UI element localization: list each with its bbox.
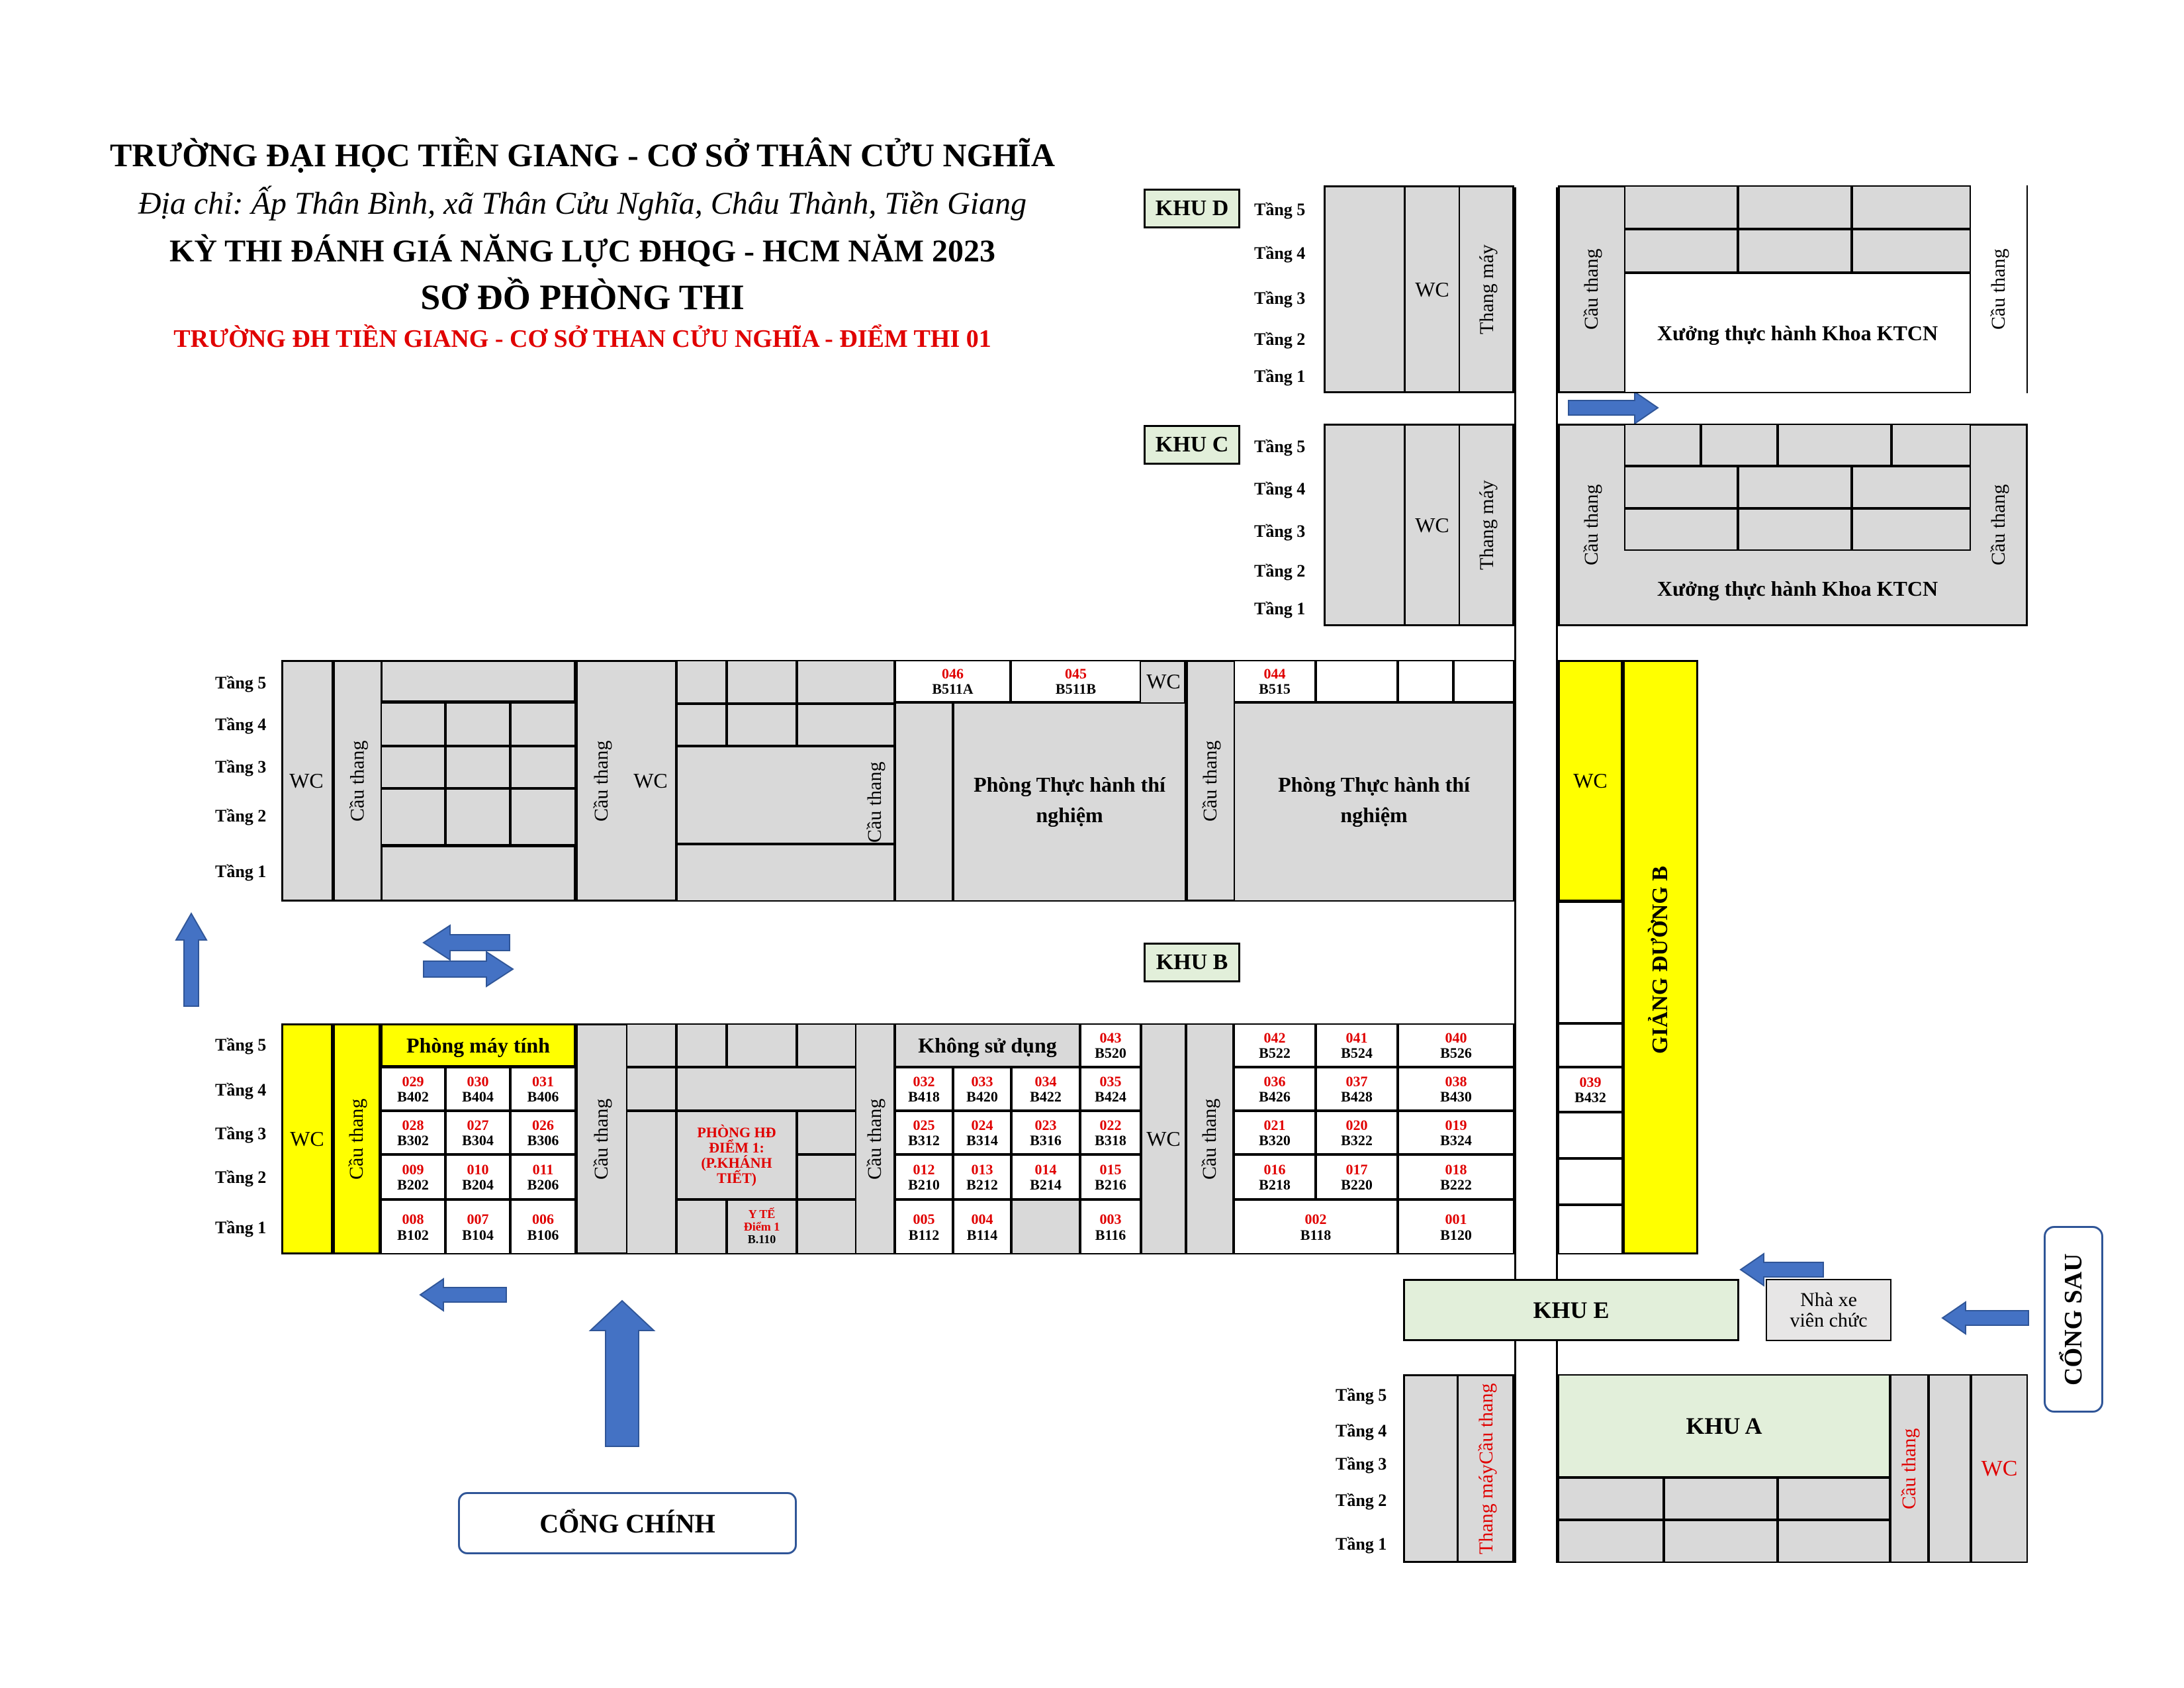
medical-room: Y TẾ Điểm 1 B.110 xyxy=(727,1199,797,1254)
floor-label: Tầng 3 xyxy=(1254,289,1306,308)
floor-label: Tầng 1 xyxy=(215,862,267,881)
floor-label: Tầng 2 xyxy=(1254,330,1306,349)
exam-room: 004 B114 xyxy=(953,1199,1011,1254)
upper-b-room xyxy=(381,702,445,746)
exam-room: 015 B216 xyxy=(1080,1154,1141,1199)
exam-room: 002 B118 xyxy=(1234,1199,1398,1254)
d-room xyxy=(1738,229,1852,273)
exam-room: 014 B214 xyxy=(1011,1154,1080,1199)
c-room xyxy=(1778,424,1891,466)
d-stairs-left: Cầu thang xyxy=(1558,185,1624,393)
exam-room: 010 B204 xyxy=(445,1154,510,1199)
c-room xyxy=(1852,466,1971,508)
d-wc: WC xyxy=(1406,185,1460,393)
exam-room: 033 B420 xyxy=(953,1067,1011,1111)
upper-b-stairs2: Cầu thang xyxy=(576,660,626,902)
arrow-left-icon xyxy=(424,925,510,960)
d-elevator: Thang máy xyxy=(1476,244,1498,334)
exam-room: 039 B432 xyxy=(1558,1067,1623,1112)
arrow-right-icon xyxy=(1569,392,1658,424)
c-room xyxy=(1738,466,1852,508)
d-workshop: Xưởng thực hành Khoa KTCN xyxy=(1624,273,1971,393)
exam-room: 009 B202 xyxy=(381,1154,445,1199)
exam-council-room: PHÒNG HĐ ĐIỂM 1: (P.KHÁNH TIẾT) xyxy=(676,1111,797,1199)
exam-room: 041 B524 xyxy=(1316,1023,1398,1067)
exam-title: KỲ THI ĐÁNH GIÁ NĂNG LỰC ĐHQG - HCM NĂM 2023 xyxy=(169,234,995,269)
exam-room: 045 B511B xyxy=(1011,660,1141,702)
lower-b-room xyxy=(626,1023,676,1067)
exam-room: 044 B515 xyxy=(1234,660,1316,702)
lab-room-1-label-a: Phòng Thực hành thí xyxy=(974,772,1165,796)
exam-room: 028 B302 xyxy=(381,1111,445,1154)
right-b-cell xyxy=(1558,1205,1623,1254)
main-gate-arrow-icon xyxy=(590,1301,654,1446)
floor-label: Tầng 5 xyxy=(215,673,267,692)
upper-b-stairs3: Cầu thang xyxy=(864,761,886,843)
floor-label: Tầng 5 xyxy=(1336,1385,1387,1405)
upper-b-room xyxy=(510,788,576,845)
lower-b-stairs3: Cầu thang xyxy=(864,1098,886,1180)
exam-room: 017 B220 xyxy=(1316,1154,1398,1199)
floor-label: Tầng 5 xyxy=(215,1035,267,1055)
upper-b-room xyxy=(381,788,445,845)
exam-site-subtitle: TRƯỜNG ĐH TIỀN GIANG - CƠ SỞ THAN CỬU NGHĨA - ĐIỂM THI 01 xyxy=(173,325,991,353)
c-room xyxy=(1738,508,1852,551)
upper-b-wc2: WC xyxy=(626,660,676,902)
exam-room: 011 B206 xyxy=(510,1154,576,1199)
upper-b-room xyxy=(381,660,576,702)
floor-label: Tầng 5 xyxy=(1254,200,1306,219)
arrow-left-icon xyxy=(420,1279,506,1311)
lower-b-room xyxy=(676,1023,727,1067)
khu-a-room xyxy=(1778,1520,1890,1563)
floor-label: Tầng 4 xyxy=(215,1080,267,1100)
exam-room: 024 B314 xyxy=(953,1111,1011,1154)
floor-label: Tầng 4 xyxy=(1254,479,1306,498)
upper-b-room xyxy=(727,704,797,746)
zone-label-d: KHU D xyxy=(1144,189,1240,228)
lower-b-wc1: WC xyxy=(281,1023,333,1254)
exam-room: 018 B222 xyxy=(1398,1154,1514,1199)
zone-label-e: KHU E xyxy=(1403,1279,1739,1341)
khu-a-block xyxy=(1929,1374,1971,1563)
d-room xyxy=(1852,229,1971,273)
exam-room: 032 B418 xyxy=(895,1067,953,1111)
exam-room: 005 B112 xyxy=(895,1199,953,1254)
exam-room: 003 B116 xyxy=(1080,1199,1141,1254)
exam-room: 026 B306 xyxy=(510,1111,576,1154)
floor-label: Tầng 5 xyxy=(1254,437,1306,456)
exam-room: 019 B324 xyxy=(1398,1111,1514,1154)
khu-a-stairs: Cầu thang xyxy=(1898,1428,1920,1509)
c-elevator: Thang máy xyxy=(1476,480,1498,570)
exam-room: 012 B210 xyxy=(895,1154,953,1199)
central-corridor xyxy=(1514,187,1558,1563)
khu-a-elevator-stairs: Thang máy Cầu thang xyxy=(1475,1383,1497,1554)
exam-room: 042 B522 xyxy=(1234,1023,1316,1067)
exam-room: 008 B102 xyxy=(381,1199,445,1254)
floor-label: Tầng 1 xyxy=(1254,599,1306,618)
upper-b-room xyxy=(510,746,576,788)
arrow-up-icon xyxy=(176,914,206,1006)
exam-room: 023 B316 xyxy=(1011,1111,1080,1154)
zone-label-c: KHU C xyxy=(1144,425,1240,465)
exam-room: 037 B428 xyxy=(1316,1067,1398,1111)
exam-room: 027 B304 xyxy=(445,1111,510,1154)
right-b-cell xyxy=(1558,1112,1623,1158)
exam-room: 030 B404 xyxy=(445,1067,510,1111)
d-room xyxy=(1738,185,1852,229)
exam-room: 035 B424 xyxy=(1080,1067,1141,1111)
exam-room: 038 B430 xyxy=(1398,1067,1514,1111)
floor-label: Tầng 2 xyxy=(1336,1491,1387,1510)
right-b-wc: WC xyxy=(1558,660,1623,902)
d-stairs-right: Cầu thang xyxy=(1971,185,2028,393)
c-room xyxy=(1852,508,1971,551)
zone-label-a: KHU A xyxy=(1558,1374,1890,1477)
empty-room xyxy=(1316,660,1398,702)
empty-room xyxy=(1453,660,1514,702)
arrow-left-icon xyxy=(1942,1302,2028,1334)
lab-room-2-label-b: nghiệm xyxy=(1340,802,1408,827)
lecture-hall-b-label: GIẢNG ĐƯỜNG B xyxy=(1648,866,1672,1054)
school-title: TRƯỜNG ĐẠI HỌC TIỀN GIANG - CƠ SỞ THÂN CỬU NGHĨA xyxy=(110,136,1055,173)
upper-b-room xyxy=(727,660,797,704)
floor-label: Tầng 3 xyxy=(1336,1454,1387,1474)
c-room xyxy=(1624,424,1701,466)
upper-b-wc3: WC xyxy=(1146,669,1181,693)
lower-b-stairs2: Cầu thang xyxy=(576,1023,626,1254)
lower-b-stairs1: Cầu thang xyxy=(333,1023,381,1254)
c-room xyxy=(1701,424,1778,466)
lab-room-1-label-b: nghiệm xyxy=(1036,802,1103,827)
upper-b-wc1: WC xyxy=(281,660,333,902)
computer-room: Phòng máy tính xyxy=(381,1023,576,1067)
khu-a-room xyxy=(1558,1477,1664,1520)
floor-label: Tầng 1 xyxy=(1336,1534,1387,1554)
d-room xyxy=(1852,185,1971,229)
upper-b-room xyxy=(676,704,727,746)
zone-label-b: KHU B xyxy=(1144,943,1240,982)
lower-b-wc3: WC xyxy=(1141,1023,1186,1254)
floor-label: Tầng 2 xyxy=(215,806,267,825)
c-room xyxy=(1624,466,1738,508)
exam-room: 036 B426 xyxy=(1234,1067,1316,1111)
upper-b-room xyxy=(510,702,576,746)
exam-room: 006 B106 xyxy=(510,1199,576,1254)
khu-a-left-block xyxy=(1403,1374,1459,1563)
exam-room: 016 B218 xyxy=(1234,1154,1316,1199)
lower-b-room xyxy=(727,1023,797,1067)
floor-label: Tầng 2 xyxy=(215,1168,267,1187)
exam-room: 021 B320 xyxy=(1234,1111,1316,1154)
staff-parking: Nhà xe viên chức xyxy=(1766,1279,1891,1341)
exam-room: 040 B526 xyxy=(1398,1023,1514,1067)
floor-label: Tầng 4 xyxy=(1254,244,1306,263)
floor-label: Tầng 1 xyxy=(215,1218,267,1237)
d-room xyxy=(1624,185,1738,229)
exam-room: 020 B322 xyxy=(1316,1111,1398,1154)
upper-b-room xyxy=(797,660,895,704)
upper-b-stairs4: Cầu thang xyxy=(1186,660,1234,902)
exam-room: 031 B406 xyxy=(510,1067,576,1111)
empty-room xyxy=(1398,660,1453,702)
c-block xyxy=(1324,424,1406,626)
c-room xyxy=(1891,424,1971,466)
c-wc: WC xyxy=(1406,424,1460,626)
address-line: Địa chỉ: Ấp Thân Bình, xã Thân Cửu Nghĩa, Châu Thành, Tiền Giang xyxy=(138,186,1027,221)
exam-room: 007 B104 xyxy=(445,1199,510,1254)
upper-b-room xyxy=(676,660,727,704)
khu-a-room xyxy=(1664,1477,1778,1520)
c-stairs-right: Cầu thang xyxy=(1971,424,2028,626)
exam-room: 029 B402 xyxy=(381,1067,445,1111)
exam-room: 046 B511A xyxy=(895,660,1011,702)
exam-room: 034 B422 xyxy=(1011,1067,1080,1111)
floor-label: Tầng 2 xyxy=(1254,561,1306,581)
arrow-right-icon xyxy=(424,952,513,986)
lower-b-room xyxy=(1011,1199,1080,1254)
upper-b-stairs1: Cầu thang xyxy=(333,660,381,902)
lab-room-2-label-a: Phòng Thực hành thí xyxy=(1278,772,1470,796)
lower-b-room xyxy=(676,1199,727,1254)
upper-b-room xyxy=(381,845,576,902)
lower-b-stairs4: Cầu thang xyxy=(1199,1098,1220,1180)
c-room xyxy=(1624,508,1738,551)
d-block xyxy=(1324,185,1406,393)
floor-label: Tầng 4 xyxy=(215,715,267,734)
upper-b-room xyxy=(445,788,510,845)
c-workshop: Xưởng thực hành Khoa KTCN xyxy=(1657,576,1938,600)
exam-room: 025 B312 xyxy=(895,1111,953,1154)
main-gate: CỔNG CHÍNH xyxy=(458,1492,797,1554)
upper-b-room xyxy=(445,746,510,788)
khu-a-room xyxy=(1664,1520,1778,1563)
upper-b-room xyxy=(381,746,445,788)
upper-b-room xyxy=(445,702,510,746)
floor-label: Tầng 4 xyxy=(1336,1421,1387,1440)
floor-label: Tầng 3 xyxy=(1254,522,1306,541)
exam-room: 001 B120 xyxy=(1398,1199,1514,1254)
upper-b-stairs-block xyxy=(895,702,953,902)
right-b-gap xyxy=(1558,902,1623,1023)
right-b-cell xyxy=(1558,1023,1623,1067)
exam-room: 022 B318 xyxy=(1080,1111,1141,1154)
back-gate-label: CỔNG SAU xyxy=(2060,1253,2087,1385)
exam-room: 013 B212 xyxy=(953,1154,1011,1199)
d-room xyxy=(1624,229,1738,273)
right-b-cell xyxy=(1558,1158,1623,1205)
floor-label: Tầng 3 xyxy=(215,757,267,776)
khu-a-room xyxy=(1558,1520,1664,1563)
floor-label: Tầng 3 xyxy=(215,1124,267,1143)
floor-label: Tầng 1 xyxy=(1254,367,1306,386)
lower-b-room xyxy=(626,1067,676,1111)
unused-room: Không sử dụng xyxy=(895,1023,1080,1067)
khu-a-room xyxy=(1778,1477,1890,1520)
lower-b-room xyxy=(626,1111,676,1254)
khu-a-wc: WC xyxy=(1981,1456,2018,1481)
c-stairs-left: Cầu thang xyxy=(1558,424,1624,626)
exam-room: 043 B520 xyxy=(1080,1023,1141,1067)
page-title: SƠ ĐỒ PHÒNG THI xyxy=(420,277,745,317)
